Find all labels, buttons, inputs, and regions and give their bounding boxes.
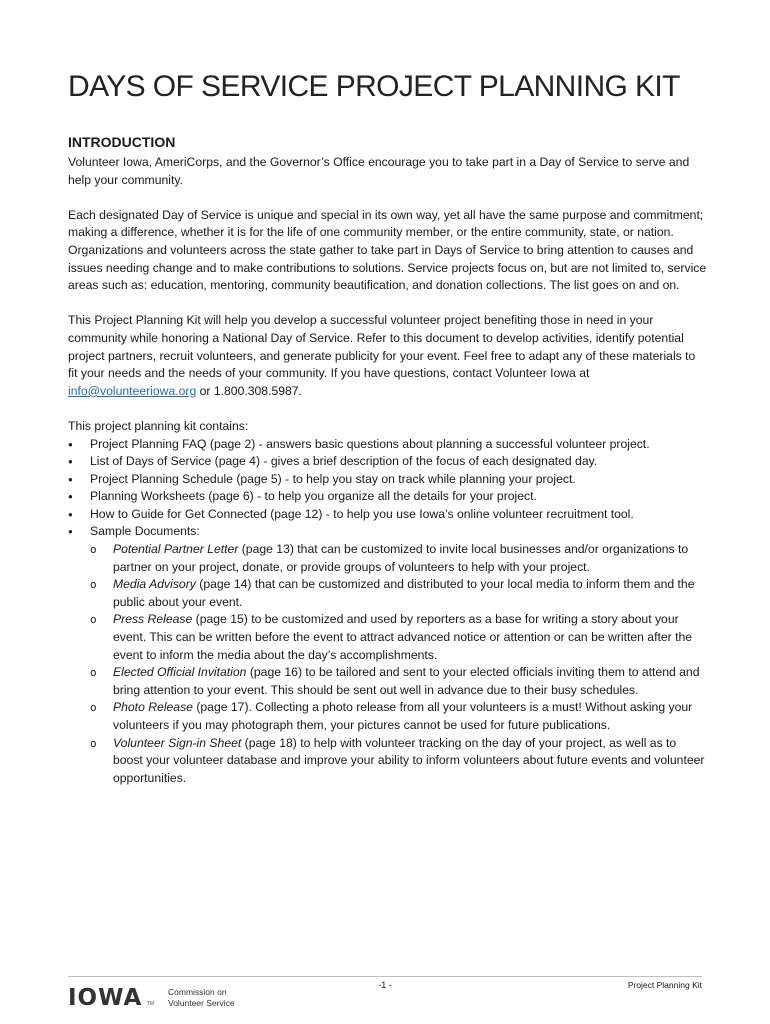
contents-list bbox=[68, 436, 708, 788]
list-item bbox=[68, 523, 708, 787]
sample-title: Press Release bbox=[113, 612, 193, 627]
email-link[interactable]: info@volunteeriowa.org bbox=[68, 383, 197, 398]
sample-title: Volunteer Sign-in Sheet bbox=[113, 735, 242, 750]
logo-wordmark: IOWA bbox=[68, 985, 143, 1011]
sample-description: (page 13) that can be customized to invite local businesses and/or organizations to partner on your project, donate, or provide groups of volunteers to help with your project. bbox=[113, 542, 689, 574]
footer-divider bbox=[68, 976, 702, 977]
page-title: DAYS OF SERVICE PROJECT PLANNING KIT bbox=[68, 70, 680, 103]
sample-item bbox=[90, 664, 708, 699]
logo-caption bbox=[168, 987, 235, 1009]
list-item-text: Sample Documents: bbox=[90, 524, 200, 539]
sample-item bbox=[90, 611, 708, 664]
sample-item bbox=[90, 541, 708, 576]
section-heading-introduction: INTRODUCTION bbox=[68, 134, 176, 150]
logo-caption-line-1: Commission on bbox=[168, 987, 227, 997]
intro-paragraph-3-phone: or 1.800.308.5987. bbox=[196, 383, 302, 398]
footer-label: Project Planning Kit bbox=[627, 980, 702, 990]
logo-trademark: TM bbox=[147, 1001, 155, 1007]
intro-paragraph-3 bbox=[68, 312, 708, 400]
sample-item bbox=[90, 735, 708, 788]
sample-title: Elected Official Invitation bbox=[113, 665, 247, 680]
list-item bbox=[68, 453, 708, 471]
page-number: -1 - bbox=[378, 980, 392, 990]
list-item-text: Planning Worksheets (page 6) - to help you organize all the details for your project. bbox=[90, 489, 537, 504]
contents-intro: This project planning kit contains: bbox=[68, 418, 249, 433]
document-body bbox=[68, 133, 708, 787]
intro-paragraph-1: Volunteer Iowa, AmeriCorps, and the Governor’s Office encourage you to take part in a Day of Service to serve and help your community. bbox=[68, 155, 690, 187]
iowa-commission-logo bbox=[68, 985, 258, 1011]
sample-title: Potential Partner Letter bbox=[113, 542, 239, 557]
sample-item bbox=[90, 576, 708, 611]
sample-title: Photo Release bbox=[113, 700, 193, 715]
sample-title: Media Advisory bbox=[113, 577, 196, 592]
list-item bbox=[68, 471, 708, 489]
sample-documents-list bbox=[90, 541, 708, 787]
list-item-text: Project Planning Schedule (page 5) - to help you stay on track while planning your project. bbox=[90, 471, 576, 486]
sample-description: (page 16) to be tailored and sent to your elected officials inviting them to attend and bring attention to your event. This should be sent out well in advance due to their busy schedules. bbox=[113, 665, 700, 697]
list-item-text: Project Planning FAQ (page 2) - answers basic questions about planning a successful volunteer project. bbox=[90, 436, 650, 451]
logo-caption-line-2: Volunteer Service bbox=[168, 998, 235, 1008]
sample-description: (page 18) to help with volunteer tracking on the day of your project, as well as to boost your volunteer database and improve your ability to inform volunteers about future events and volunteer opportunities. bbox=[113, 735, 705, 785]
sample-description: (page 14) that can be customized and distributed to your local media to inform them and the public about your event. bbox=[113, 577, 695, 609]
sample-description: (page 15) to be customized and used by reporters as a base for writing a story about your event. This can be written before the event to attract advanced notice or attention or can be written after the event to inform the media about the day’s accomplishments. bbox=[113, 612, 693, 662]
intro-paragraph-2: Each designated Day of Service is unique and special in its own way, yet all have the same purpose and commitment; making a difference, whether it is for the life of one community member, or the entire community, state, or nation. Organizations and volunteers across the state gather to take part in Days of Service to bring attention to causes and issues needing change and to make contributions to solutions. Service projects focus on, but are not limited to, service areas such as: education, mentoring, community beautification, and donation collections. The list goes on and on. bbox=[68, 207, 707, 293]
list-item bbox=[68, 436, 708, 454]
list-item-text: How to Guide for Get Connected (page 12) - to help you use Iowa’s online volunteer recruitment tool. bbox=[90, 506, 634, 521]
intro-paragraph-3-text: This Project Planning Kit will help you develop a successful volunteer project benefiting those in need in your community while honoring a National Day of Service. Refer to this document to develop activities, identify potential project partners, recruit volunteers, and generate publicity for your event. Feel free to adapt any of these materials to fit your needs and the needs of your community. If you have questions, contact Volunteer Iowa at bbox=[68, 313, 696, 381]
sample-description: (page 17). Collecting a photo release from all your volunteers is a must! Without asking your volunteers if you may photograph them, your pictures cannot be used for future publications. bbox=[113, 700, 693, 732]
list-item bbox=[68, 488, 708, 506]
sample-item bbox=[90, 699, 708, 734]
list-item-text: List of Days of Service (page 4) - gives a brief description of the focus of each designated day. bbox=[90, 454, 598, 469]
list-item bbox=[68, 506, 708, 524]
